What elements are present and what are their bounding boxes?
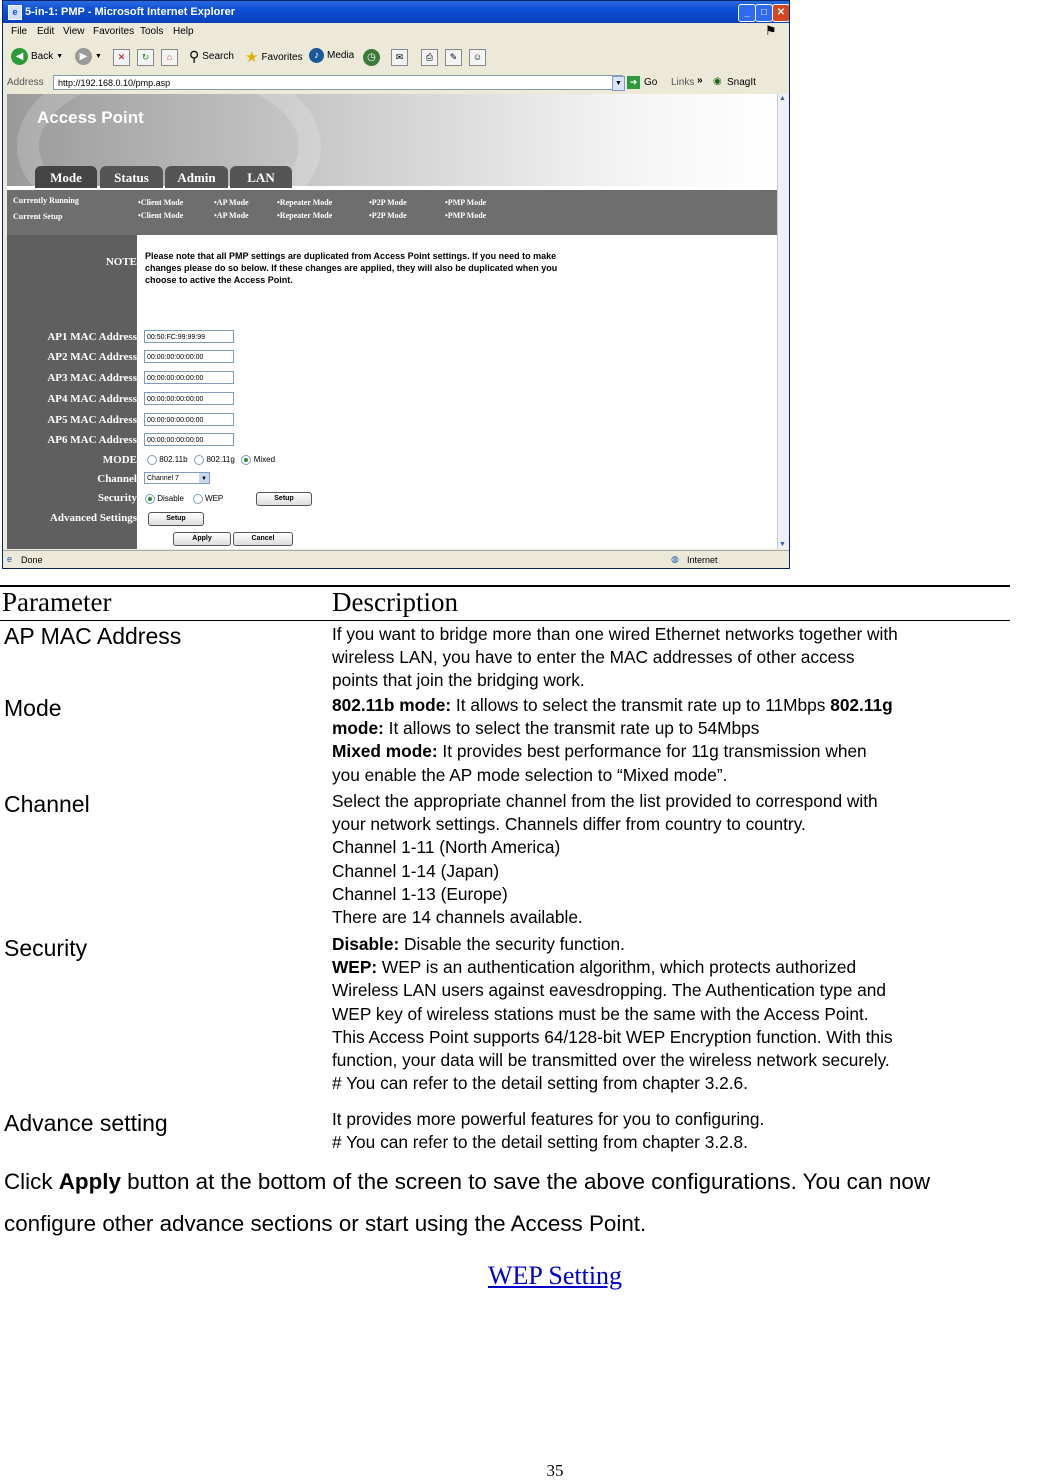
window-title: 5-in-1: PMP - Microsoft Internet Explorer [25,6,236,18]
header-description: Description [332,587,458,617]
desc-security: Disable: Disable the security function. WEP: WEP is an authentication algorithm, which protects authorized Wireless LAN users against eavesdropping. The Authentication type and WEP key of wireless stations must be the same with the Access Point. This Access Point supports 64/128-bit WEP Encryption function. With this function, your data will be transmitted over the wireless network securely. # You can refer to the detail setting from chapter 3.2.6. [332,934,893,1094]
setup-repeater-mode: •Repeater Mode [277,211,333,220]
edit-icon[interactable]: ✎ [445,49,462,66]
table-top-rule [0,585,1010,587]
mode-radio-group: 802.11b 802.11g Mixed [147,455,275,465]
menu-help[interactable]: Help [173,26,194,37]
running-client-mode: •Client Mode [138,198,184,207]
apply-button[interactable]: Apply [173,532,231,546]
go-arrow-icon[interactable]: ➜ [627,76,640,89]
mode-802-11g-radio[interactable] [194,455,204,465]
menu-bar [3,23,789,41]
param-advance-setting: Advance setting [4,1110,168,1136]
snagit-button[interactable]: SnagIt [727,77,756,88]
stop-icon[interactable]: ✕ [113,49,130,66]
running-pmp-mode: •PMP Mode [445,198,487,207]
window-titlebar [3,1,789,23]
back-button[interactable]: ◀ Back ▼ [11,48,63,65]
media-icon: ♪ [309,48,324,63]
tab-status[interactable]: Status [100,166,163,188]
menu-file[interactable]: File [11,26,28,37]
favorites-button[interactable]: ★ Favorites [245,49,303,66]
menu-edit[interactable]: Edit [37,26,55,37]
search-icon: ⚲ [189,48,200,64]
tab-mode[interactable]: Mode [35,166,97,188]
ap3-mac-label: AP3 MAC Address [47,372,137,384]
browser-toolbar [3,41,789,74]
mode-label: MODE [102,454,137,466]
wep-setting-link[interactable]: WEP Setting [487,1261,623,1290]
menu-view[interactable]: View [63,26,85,37]
ap6-mac-label: AP6 MAC Address [47,434,137,446]
address-input[interactable]: http://192.168.0.10/pmp.asp [53,75,623,90]
running-ap-mode: •AP Mode [214,198,249,207]
ap2-mac-label: AP2 MAC Address [47,351,137,363]
header-parameter: Parameter [2,587,112,617]
channel-select[interactable]: Channel 7 ▼ [144,472,210,484]
close-icon[interactable]: ✕ [772,4,790,22]
address-bar [3,73,789,93]
note-label: NOTE [105,256,137,268]
setup-pmp-mode: •PMP Mode [445,211,487,220]
ap3-mac-input[interactable]: 00:00:00:00:00:00 [144,371,234,384]
security-setup-button[interactable]: Setup [256,492,312,506]
param-security: Security [4,935,88,961]
ap-config-page [7,94,777,549]
param-ap-mac-address: AP MAC Address [4,623,182,649]
param-channel: Channel [4,791,90,817]
chevron-down-icon: ▼ [199,473,209,483]
desc-advance-setting: It provides more powerful features for you to configuring. # You can refer to the detail setting from chapter 3.2.8. [332,1109,765,1153]
mode-status-band [7,190,777,235]
media-button[interactable]: ♪ Media [309,48,354,63]
history-icon[interactable]: ◷ [363,49,380,66]
cancel-button[interactable]: Cancel [233,532,293,546]
setup-ap-mode: •AP Mode [214,211,249,220]
windows-logo-icon: ⚑ [765,23,777,38]
security-disable-radio[interactable] [145,494,155,504]
tab-strip [7,166,777,190]
mode-802-11b-radio[interactable] [147,455,157,465]
tab-lan[interactable]: LAN [230,166,292,188]
current-setup-label: Current Setup [13,212,63,221]
desc-mode: 802.11b mode: It allows to select the transmit rate up to 11Mbps 802.11g mode: It allows to select the transmit rate up to 54Mbps Mixed mode: It provides best performance for 11g transmission when you enable the AP mode selection to “Mixed mode”. [332,695,893,785]
scroll-down-icon[interactable]: ▼ [779,541,786,548]
ap5-mac-label: AP5 MAC Address [47,414,137,426]
param-mode: Mode [4,695,62,721]
channel-label: Channel [97,473,137,485]
banner-title: Access Point [37,108,144,127]
refresh-icon[interactable]: ↻ [137,49,154,66]
chevron-right-icon[interactable]: » [697,75,703,86]
advanced-setup-button[interactable]: Setup [148,512,204,526]
tab-admin[interactable]: Admin [165,166,228,188]
home-icon[interactable]: ⌂ [161,49,178,66]
internet-globe-icon: ◍ [671,554,679,564]
page-number: 35 [546,1461,564,1480]
page-done-icon: e [7,554,13,564]
mode-mixed-radio[interactable] [241,455,251,465]
maximize-icon[interactable]: □ [755,4,773,22]
star-icon: ★ [245,49,259,66]
setup-p2p-mode: •P2P Mode [369,211,407,220]
messenger-icon[interactable]: ☺ [469,49,486,66]
links-button[interactable]: Links [671,77,695,88]
menu-favorites[interactable]: Favorites [93,26,135,37]
ie-page-icon: e [8,5,22,20]
scroll-up-icon[interactable]: ▲ [779,95,786,102]
ap6-mac-input[interactable]: 00:00:00:00:00:00 [144,433,234,446]
note-text: Please note that all PMP settings are duplicated from Access Point settings. If you need to make changes please do so below. If these changes are applied, they will also be duplicated when you choose to active the Access Point. [145,251,558,285]
security-radio-group: Disable WEP [145,494,223,504]
security-zone: Internet [687,555,718,565]
print-icon[interactable]: ⎙ [421,49,438,66]
label-column [7,235,137,549]
security-label: Security [97,492,137,504]
running-repeater-mode: •Repeater Mode [277,198,333,207]
forward-button[interactable]: ▶ ▼ [75,48,102,65]
menu-tools[interactable]: Tools [140,26,164,37]
ap1-mac-input[interactable]: 00:50:FC:99:99:99 [144,330,234,343]
security-wep-radio[interactable] [193,494,203,504]
table-header-rule [0,620,1010,621]
browser-screenshot [2,0,790,569]
setup-client-mode: •Client Mode [138,211,184,220]
address-dropdown-icon[interactable]: ▼ [612,76,625,91]
go-button[interactable]: Go [644,77,658,88]
minimize-icon[interactable]: _ [738,4,756,22]
search-button[interactable]: ⚲ Search [189,48,234,64]
ap4-mac-label: AP4 MAC Address [47,393,137,405]
back-arrow-icon: ◀ [11,48,28,65]
advanced-settings-label: Advanced Settings [49,512,137,524]
ap4-mac-input[interactable]: 00:00:00:00:00:00 [144,392,234,405]
snagit-icon: ◉ [713,76,722,87]
address-label: Address [7,77,44,88]
ap5-mac-input[interactable]: 00:00:00:00:00:00 [144,413,234,426]
forward-arrow-icon: ▶ [75,48,92,65]
ap1-mac-label: AP1 MAC Address [47,331,137,343]
desc-ap-mac-address: If you want to bridge more than one wired Ethernet networks together with wireless LAN, you have to enter the MAC addresses of other access points that join the bridging work. [332,624,898,691]
ap2-mac-input[interactable]: 00:00:00:00:00:00 [144,350,234,363]
vertical-scrollbar[interactable] [777,94,790,549]
mail-icon[interactable]: ✉ [391,49,408,66]
running-p2p-mode: •P2P Mode [369,198,407,207]
status-bar [3,550,789,569]
desc-channel: Select the appropriate channel from the list provided to correspond with your network settings. Channels differ from country to country. Channel 1-11 (North America) Channel 1-14 (Japan) Channel 1-13 (Europe) There are 14 channels available. [332,791,878,928]
currently-running-label: Currently Running [13,196,79,205]
instruction-paragraph: Click Apply button at the bottom of the screen to save the above configurations. You can now configure other advance sections or start using the Access Point. [4,1169,931,1236]
status-text: Done [21,555,43,565]
